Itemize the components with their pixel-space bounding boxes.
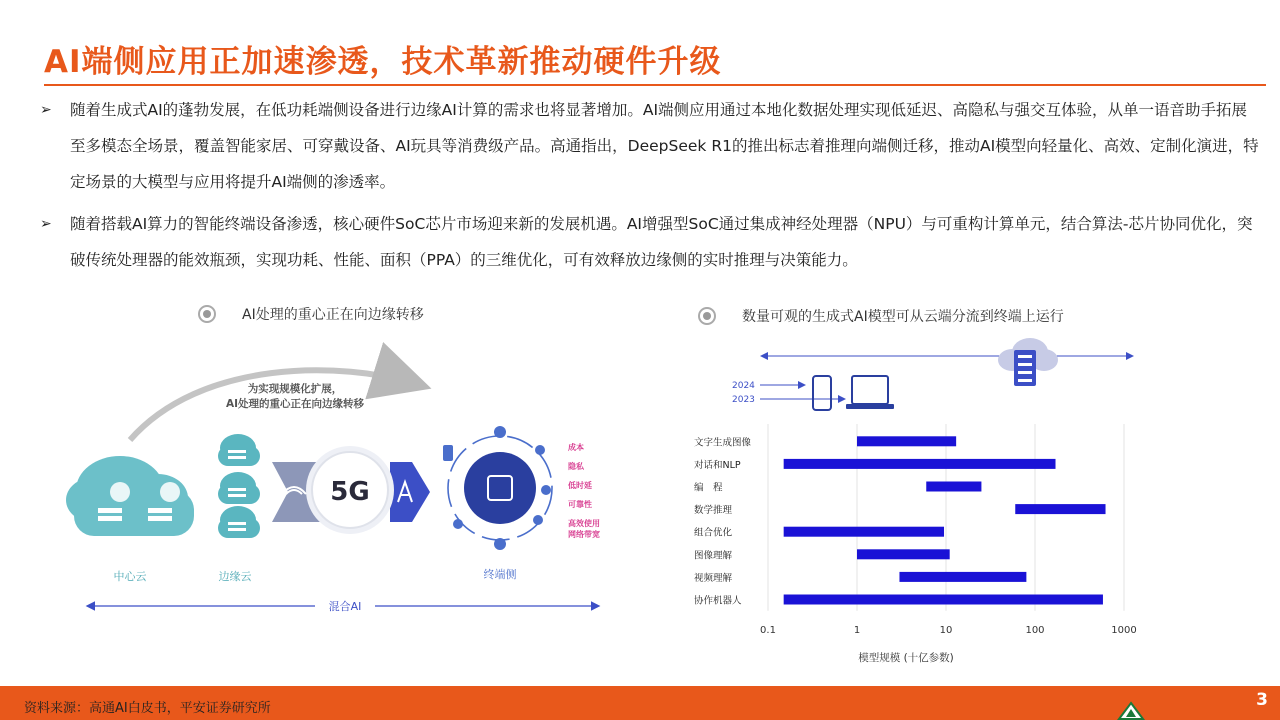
range-bar (857, 436, 956, 446)
category-label: 编 程 (694, 482, 723, 494)
center-cloud-label: 中心云 (113, 570, 147, 583)
page-title: AI端侧应用正加速渗透，技术革新推动硬件升级 (44, 44, 722, 80)
phone-icon (813, 376, 831, 410)
category-label: 对话和NLP (694, 459, 741, 471)
source-note: 资料来源：高通AI白皮书，平安证券研究所 (24, 701, 271, 716)
bullet-item (40, 92, 1262, 200)
category-label: 数学推理 (694, 505, 733, 517)
laptop-icon (852, 376, 888, 404)
radio-bullet-icon (198, 305, 216, 323)
category-label: 协作机器人 (694, 595, 742, 607)
x-tick-label: 0.1 (760, 624, 776, 636)
title-divider (44, 84, 1266, 86)
arc-caption-line1: 为实现规模化扩展， (247, 383, 343, 395)
category-label: 文字生成图像 (694, 437, 752, 449)
x-tick-label: 10 (939, 624, 953, 636)
range-bar (784, 459, 1056, 469)
range-bar (1015, 504, 1105, 514)
benefit-latency: 低时延 (568, 481, 592, 490)
device-brain-icon (464, 452, 536, 524)
arc-caption-line2: AI处理的重心正在向边缘转移 (225, 398, 365, 410)
year-2024: 2024 (732, 381, 755, 391)
radio-bullet-icon (698, 307, 716, 325)
x-tick-label: 100 (1025, 624, 1045, 636)
range-bar (899, 572, 1026, 582)
range-bar (857, 549, 950, 559)
edge-cloud-label: 边缘云 (218, 570, 252, 583)
range-bar (784, 595, 1103, 605)
benefit-privacy: 隐私 (568, 462, 584, 471)
bullet-list (40, 92, 1262, 278)
benefit-reliability: 可靠性 (568, 500, 592, 509)
center-cloud-icon (66, 456, 194, 536)
bullet-item (40, 206, 1262, 278)
model-size-chart (680, 330, 1150, 664)
cloud-server-icon (998, 338, 1058, 386)
benefit-bandwidth: 网络带宽 (568, 530, 600, 539)
x-axis-label: 模型规模 (十亿参数) (858, 651, 954, 664)
hybrid-ai-diagram (60, 340, 630, 620)
left-figure-title: AI处理的重心正在向边缘转移 (242, 307, 424, 323)
category-label: 组合优化 (694, 527, 733, 539)
x-tick-label: 1 (853, 624, 861, 636)
range-bar (784, 527, 944, 537)
year-2023: 2023 (732, 395, 755, 405)
bullet-text: 随着生成式AI的蓬勃发展，在低功耗端侧设备进行边缘AI计算的需求也将显著增加。AI端侧应用通过本地化数据处理实现低延迟、高隐私与强交互体验，从单一语音助手拓展至多模态全场景，覆盖智能家居、可穿戴设备、AI玩具等消费级产品。高通指出，DeepSeek R1的推出标志着推理向端侧迁移，推动AI模型向轻量化、高效、定制化演进，特定场景的大模型与应用将提升AI端侧的渗透率。 (70, 101, 1259, 191)
left-figure-heading (198, 304, 424, 324)
right-figure-heading (698, 306, 1064, 326)
arrow-bullet-icon: ➢ (40, 102, 52, 118)
hybrid-ai-label: 混合AI (328, 600, 362, 613)
device-side-label: 终端侧 (483, 568, 517, 581)
category-label: 视频理解 (694, 572, 733, 584)
page-number: 3 (1256, 690, 1268, 710)
range-bar (926, 482, 981, 492)
benefit-cost: 成本 (568, 443, 584, 452)
x-tick-label: 1000 (1111, 624, 1137, 636)
bullet-text: 随着搭载AI算力的智能终端设备渗透，核心硬件SoC芯片市场迎来新的发展机遇。AI增强型SoC通过集成神经处理器（NPU）与可重构计算单元，结合算法-芯片协同优化，突破传统处理器的能效瓶颈，实现功耗、性能、面积（PPA）的三维优化，可有效释放边缘侧的实时推理与决策能力。 (70, 215, 1253, 269)
category-label: 图像理解 (694, 550, 733, 562)
benefit-efficient: 高效使用 (568, 519, 600, 528)
chart-title: 数量可观的生成式AI模型可从云端分流到终端上运行 (742, 309, 1064, 325)
5g-label: 5G (330, 477, 370, 507)
company-logo-icon (1118, 702, 1144, 720)
arrow-bullet-icon: ➢ (40, 216, 52, 232)
